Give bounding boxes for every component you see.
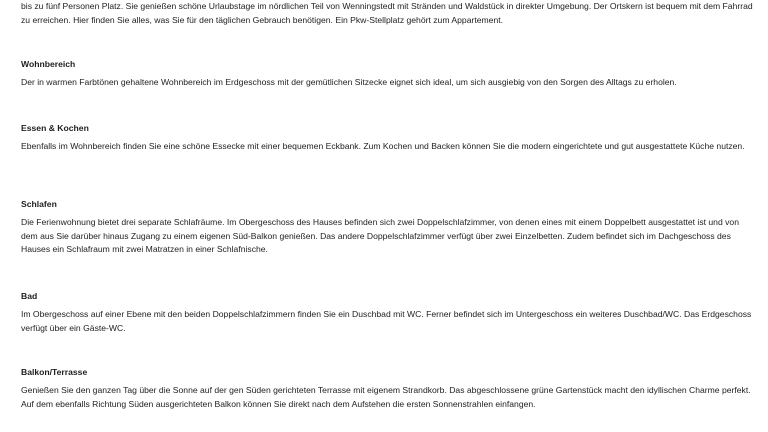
section-essen-kochen [21,122,756,154]
section-text-schlafen: Die Ferienwohnung bietet drei separate Schlafräume. Im Obergeschoss des Hauses befinden sich zwei Doppelschlafzimmer, von denen eines mit einem Doppelbett ausgestattet ist und von dem aus Sie darüber hinaus Zugang zu einem eigenen Süd-Balkon genießen. Das andere Doppelschlafzimmer verfügt über zwei Einzelbetten. Zudem befindet sich im Dachgeschoss des Hauses ein Schlafraum mit zwei Matratzen in einer Schlafnische. [21,217,739,254]
section-wohnbereich [21,58,756,90]
section-schlafen [21,198,756,257]
section-bad [21,290,756,335]
section-text-balkon-terrasse: Genießen Sie den ganzen Tag über die Sonne auf der gen Süden gerichteten Terrasse mit eigenem Strandkorb. Das abgeschlossene grüne Gartenstück macht den idyllischen Charme perfekt. Auf dem ebenfalls Richtung Süden ausgerichteten Balkon können Sie direkt nach dem Aufstehen die ersten Sonnenstrahlen einfangen. [21,385,751,409]
section-heading-schlafen: Schlafen [21,199,57,209]
section-heading-essen-kochen: Essen & Kochen [21,123,89,133]
intro-text: bis zu fünf Personen Platz. Sie genießen schöne Urlaubstage im nördlichen Teil von Wenningstedt mit Stränden und Waldstück in direkter Umgebung. Der Ortskern ist bequem mit dem Fahrrad zu erreichen. Hier finden Sie alles, was Sie für den täglichen Gebrauch benötigen. Ein Pkw-Stellplatz gehört zum Appartement. [21,1,753,25]
section-heading-balkon-terrasse: Balkon/Terrasse [21,367,88,377]
section-text-essen-kochen: Ebenfalls im Wohnbereich finden Sie eine schöne Essecke mit einer bequemen Eckbank. Zum Kochen und Backen können Sie die modern eingerichtete und gut ausgestattete Küche nutzen. [21,141,745,151]
section-text-bad: Im Obergeschoss auf einer Ebene mit den beiden Doppelschlafzimmern finden Sie ein Duschbad mit WC. Ferner befindet sich im Untergeschoss ein weiteres Duschbad/WC. Das Erdgeschoss verfügt über ein Gäste-WC. [21,309,752,333]
section-heading-bad: Bad [21,291,38,301]
section-text-wohnbereich: Der in warmen Farbtönen gehaltene Wohnbereich im Erdgeschoss mit der gemütlichen Sitzecke eignet sich ideal, um sich ausgiebig von den Sorgen des Alltags zu erholen. [21,77,677,87]
section-balkon-terrasse [21,366,756,411]
section-heading-wohnbereich: Wohnbereich [21,59,76,69]
intro-section [21,0,756,27]
